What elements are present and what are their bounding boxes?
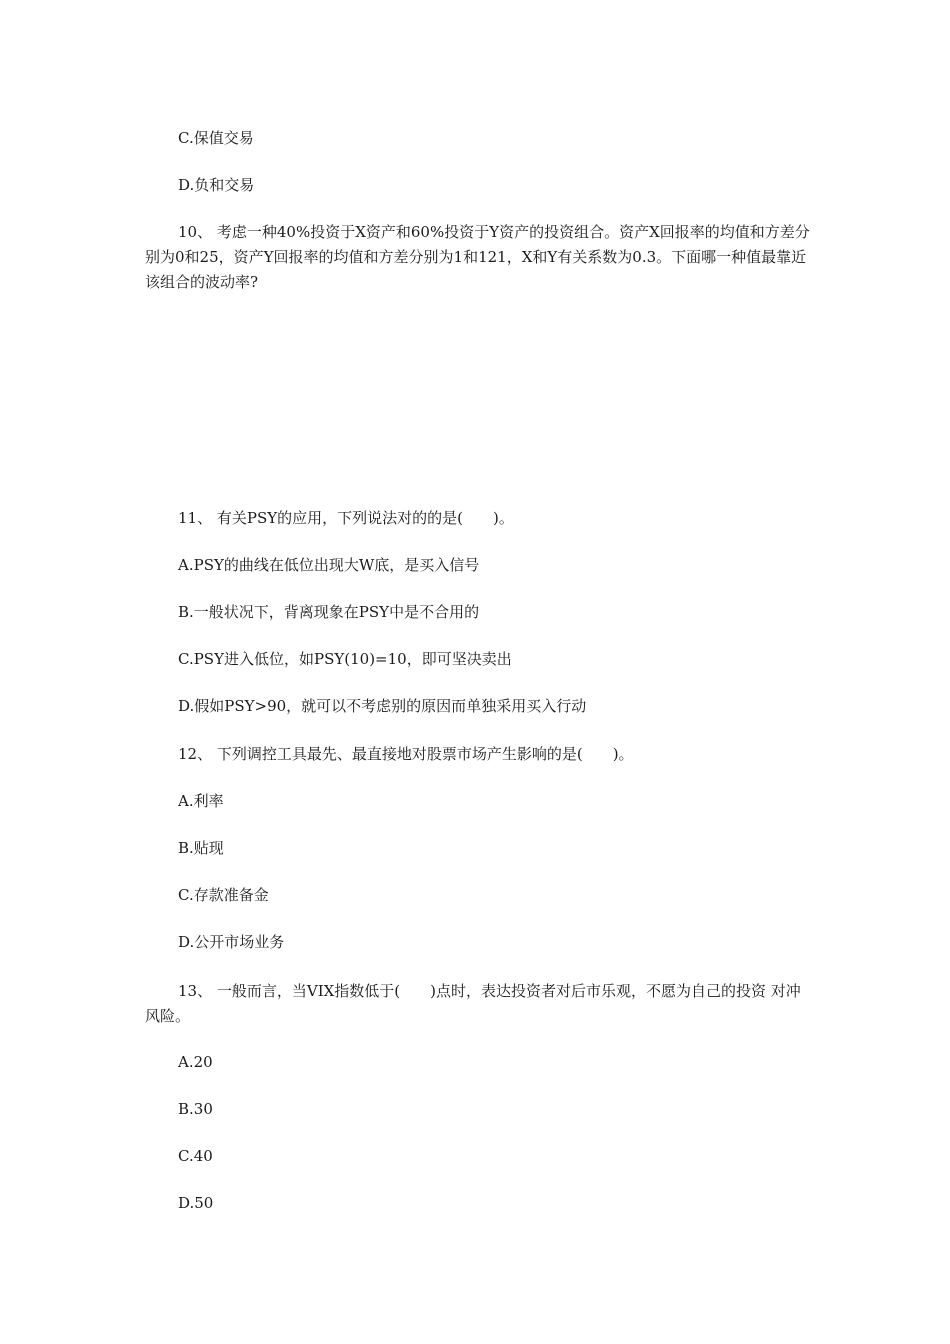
q12-option-b: B.贴现 (178, 839, 224, 857)
q13-option-b: B.30 (178, 1100, 213, 1118)
q13-option-a: A.20 (178, 1053, 213, 1071)
question-12: 12、 下列调控工具最先、最直接地对股票市场产生影响的是( )。 (178, 745, 634, 763)
q9-option-c: C.保值交易 (178, 129, 254, 147)
q9-option-d: D.负和交易 (178, 176, 255, 194)
q13-option-d: D.50 (178, 1194, 214, 1212)
question-13: 13、 一般而言，当VIX指数低于( )点时，表达投资者对后市乐观，不愿为自己的投资 对冲风险。 (145, 982, 801, 1025)
q11-option-c: C.PSY进入低位，如PSY(10)=10，即可坚决卖出 (178, 650, 512, 668)
q11-option-b: B.一般状况下，背离现象在PSY中是不合用的 (178, 603, 480, 621)
q13-option-c: C.40 (178, 1147, 213, 1165)
q11-option-a: A.PSY的曲线在低位出现大W底，是买入信号 (178, 556, 480, 574)
q12-option-c: C.存款准备金 (178, 886, 269, 904)
q12-option-a: A.利率 (178, 792, 224, 810)
question-11: 11、 有关PSY的应用，下列说法对的的是( )。 (178, 509, 514, 527)
q12-option-d: D.公开市场业务 (178, 933, 285, 951)
question-10: 10、 考虑一种40%投资于X资产和60%投资于Y资产的投资组合。资产X回报率的均值和方差分别为0和25，资产Y回报率的均值和方差分别为1和121，X和Y有关系数为0.3。下面哪一种值最靠近该组合的波动率? (145, 223, 810, 291)
q11-option-d: D.假如PSY>90，就可以不考虑别的原因而单独采用买入行动 (178, 697, 587, 715)
